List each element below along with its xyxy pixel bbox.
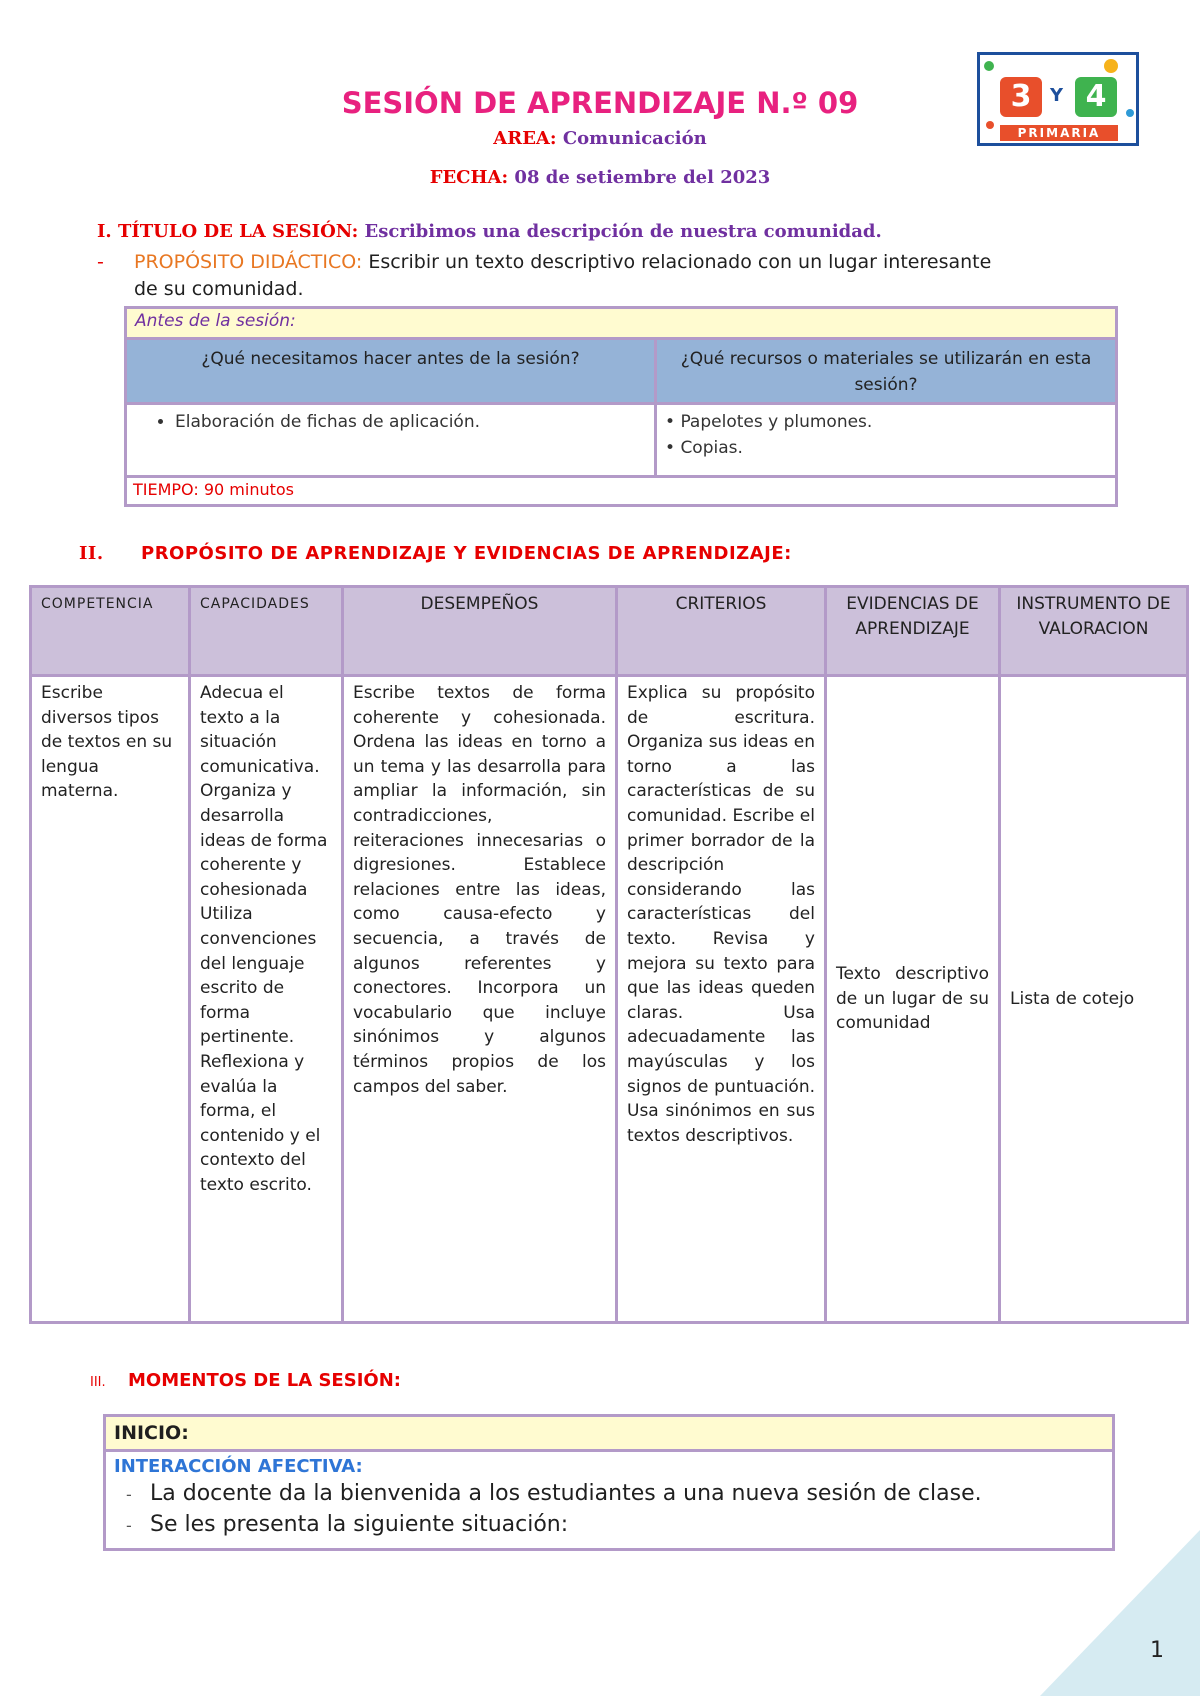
grade-three-badge: 3 — [1000, 77, 1042, 117]
section-1-number: I. — [97, 221, 112, 242]
session-title: SESIÓN DE APRENDIZAJE N.º 09 — [341, 86, 859, 120]
inicio-label: INICIO: — [105, 1416, 1114, 1451]
list-item: - Se les presenta la siguiente situación: — [126, 1512, 569, 1537]
before-session-resources — [656, 404, 1117, 477]
inicio-content — [105, 1451, 1114, 1550]
page-number: 1 — [1150, 1638, 1164, 1663]
level-band: PRIMARIA — [1000, 125, 1118, 141]
grade-connector: Y — [1050, 85, 1064, 106]
list-item: - La docente da la bienvenida a los estudiantes a una nueva sesión de clase. — [126, 1481, 982, 1506]
header-competencia: COMPETENCIA — [31, 587, 190, 676]
before-session-table — [124, 306, 1118, 507]
list-item: • Papelotes y plumones. — [665, 412, 873, 432]
section-3-number: III. — [90, 1375, 106, 1390]
list-item: • Elaboración de fichas de aplicación. — [175, 409, 646, 435]
instrumento-cell: Lista de cotejo — [1000, 676, 1188, 1323]
header-instrumento: INSTRUMENTO DE VALORACION — [1000, 587, 1188, 676]
date-label: FECHA: — [429, 167, 509, 188]
competency-table — [29, 585, 1189, 1324]
section-3-heading — [90, 1370, 401, 1391]
header-capacidades: CAPACIDADES — [190, 587, 343, 676]
section-2-number: II. — [79, 543, 104, 564]
desempenos-cell: Escribe textos de forma coherente y cohesionada. Ordena las ideas en torno a un tema y las desarrolla para ampliar la información, sin contradicciones, reiteraciones innecesarias o digresiones. Establece relaciones entre las ideas, como causa-efecto y secuencia, a través de algunos referentes y conectores. Incorpora un vocabulario que incluye sinónimos y algunos términos propios de los campos del saber. — [343, 676, 617, 1323]
didactic-purpose — [97, 249, 1117, 303]
evidencias-cell: Texto descriptivo de un lugar de su comunidad — [826, 676, 1000, 1323]
before-session-tasks — [126, 404, 656, 477]
before-session-col1-header: ¿Qué necesitamos hacer antes de la sesión? — [126, 339, 656, 404]
grade-logo — [977, 52, 1139, 146]
section-2-heading — [79, 543, 792, 564]
section-3-label: MOMENTOS DE LA SESIÓN: — [128, 1370, 401, 1391]
before-session-title: Antes de la sesión: — [126, 308, 1117, 339]
date-line — [0, 167, 1200, 188]
area-value: Comunicación — [562, 128, 707, 149]
criterios-cell: Explica su propósito de escritura. Organiza sus ideas en torno a las características de su comunidad. Escribe el primer borrador de la descripción considerando las características del texto. Revisa y mejora su texto para que las ideas queden claras. Usa adecuadamente las mayúsculas y los signos de puntuación. Usa sinónimos en sus textos descriptivos. — [617, 676, 826, 1323]
header-desempenos: DESEMPEÑOS — [343, 587, 617, 676]
interaccion-afectiva-label: INTERACCIÓN AFECTIVA: — [114, 1456, 363, 1477]
inicio-table — [103, 1414, 1115, 1551]
date-value: 08 de setiembre del 2023 — [514, 167, 771, 188]
header-evidencias: EVIDENCIAS DE APRENDIZAJE — [826, 587, 1000, 676]
header-criterios: CRITERIOS — [617, 587, 826, 676]
purpose-label: PROPÓSITO DIDÁCTICO: — [134, 251, 363, 273]
capacidades-cell: Adecua el texto a la situación comunicativa. Organiza y desarrolla ideas de forma coherente y cohesionada Utiliza convenciones del lenguaje escrito de forma pertinente. Reflexiona y evalúa la forma, el contenido y el contexto del texto escrito. — [190, 676, 343, 1323]
area-label: AREA: — [493, 128, 557, 149]
before-session-col2-header: ¿Qué recursos o materiales se utilizarán en esta sesión? — [656, 339, 1117, 404]
purpose-continuation: de su comunidad. — [134, 278, 304, 300]
competencia-cell: Escribe diversos tipos de textos en su lengua materna. — [31, 676, 190, 1323]
section-1-value: Escribimos una descripción de nuestra comunidad. — [364, 221, 882, 242]
list-item: • Copias. — [665, 438, 743, 458]
section-1-heading — [97, 221, 882, 242]
purpose-text: Escribir un texto descriptivo relacionado con un lugar interesante — [368, 251, 992, 273]
grade-four-badge: 4 — [1075, 77, 1117, 117]
section-1-label: TÍTULO DE LA SESIÓN: — [117, 221, 359, 242]
session-time: TIEMPO: 90 minutos — [126, 477, 1117, 506]
purpose-dash: - — [97, 251, 104, 273]
section-2-label: PROPÓSITO DE APRENDIZAJE Y EVIDENCIAS DE APRENDIZAJE: — [141, 543, 792, 564]
